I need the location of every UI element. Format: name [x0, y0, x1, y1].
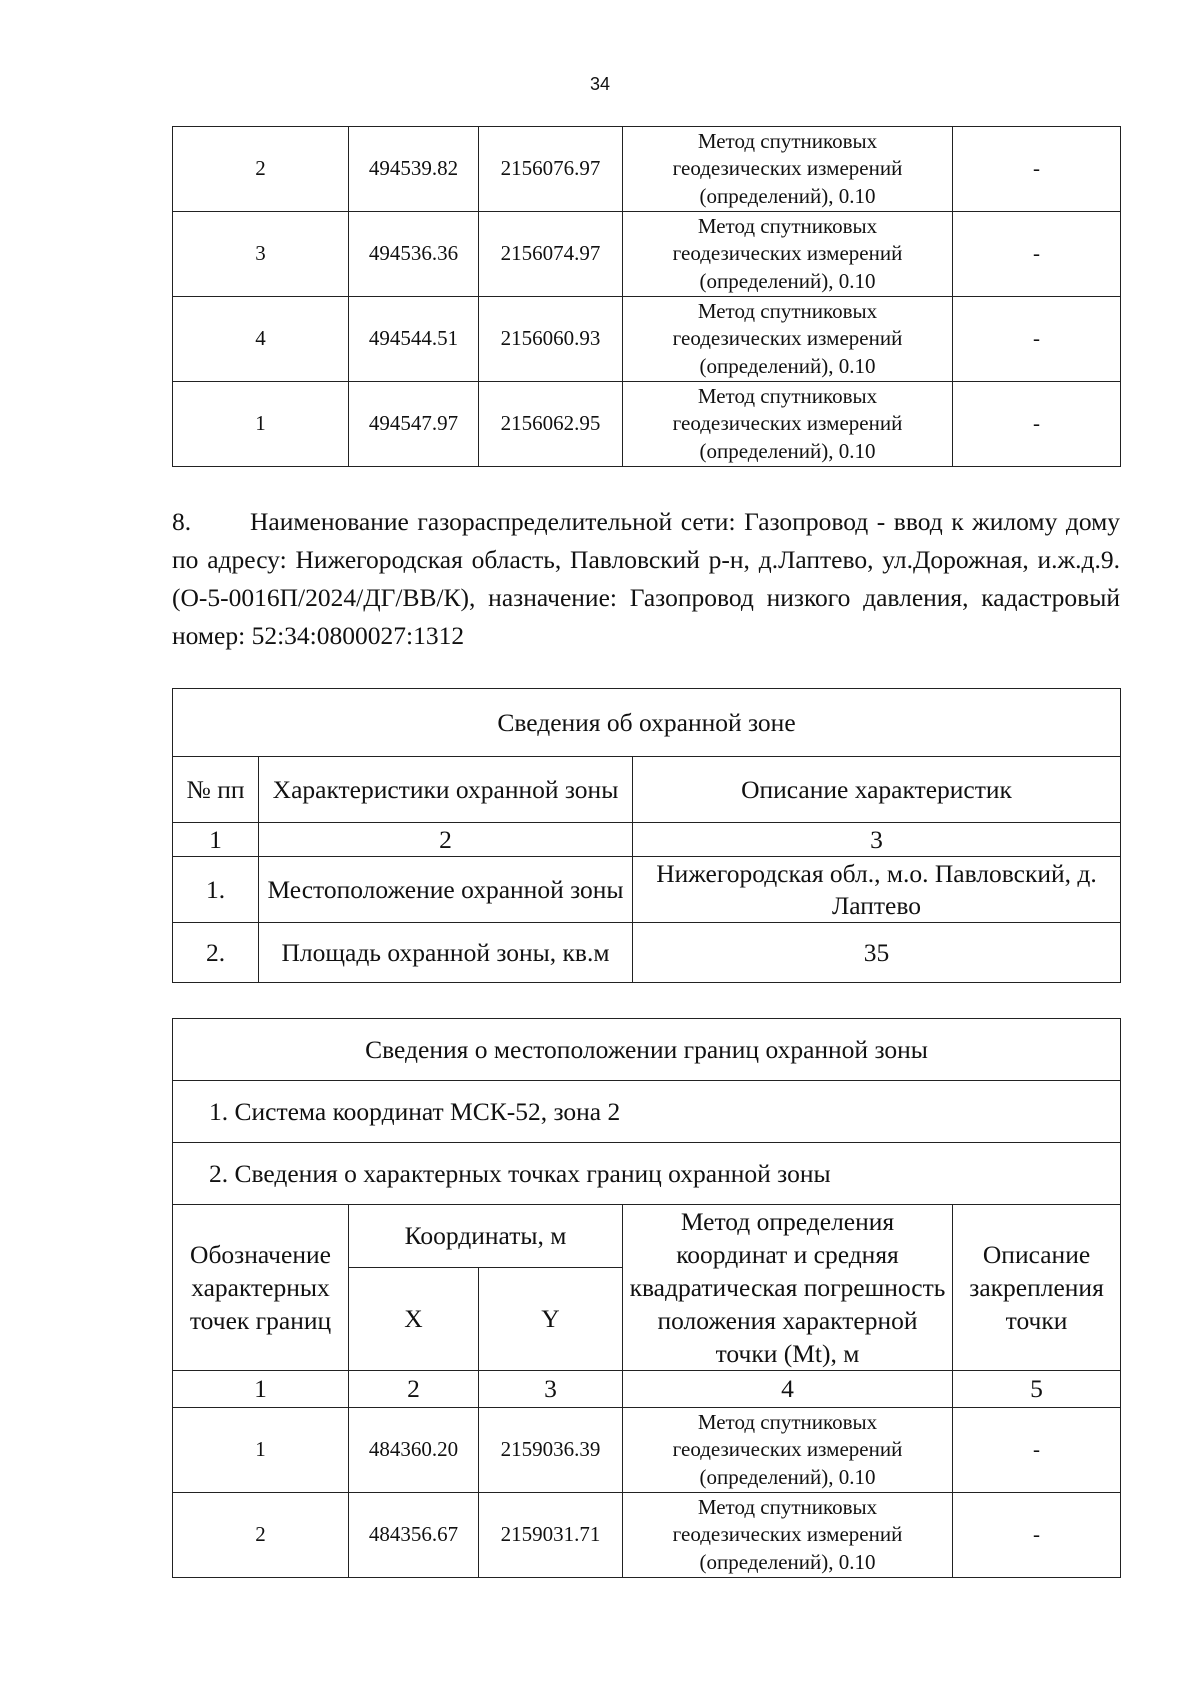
header-y: Y	[479, 1267, 623, 1370]
method-cell	[623, 297, 953, 382]
method-line: Метод спутниковых	[697, 1409, 878, 1434]
points-title: 2. Сведения о характерных точках границ охранной зоны	[173, 1143, 1121, 1205]
method-cell	[623, 1493, 953, 1578]
point-id: 2	[173, 1493, 349, 1578]
method-line: (определений), 0.10	[699, 183, 876, 208]
column-index: 2	[349, 1371, 479, 1408]
table-header-row	[173, 1205, 1121, 1268]
fixing-cell: -	[953, 1408, 1121, 1493]
method-line: (определений), 0.10	[699, 268, 876, 293]
points-title-row	[173, 1143, 1121, 1205]
method-line: геодезических измерений	[672, 326, 903, 351]
method-line: Метод спутниковых	[697, 1494, 878, 1519]
row-number: 1.	[173, 857, 259, 923]
section-text: Наименование газораспределительной сети: Газопровод - ввод к жилому дому по адресу: Нижегородская область, Павловский р-н, д.Лаптево, ул.Дорожная, и.ж.д.9. (О-5-0016П/2024/ДГ/ВВ/К), назначение: Газопровод низкого давления, кадастровый номер: 52:34:0800027:1312	[172, 507, 1120, 650]
header-coordinates: Координаты, м	[349, 1205, 623, 1268]
method-line: геодезических измерений	[672, 411, 903, 436]
column-index: 5	[953, 1371, 1121, 1408]
section-number: 8.	[172, 507, 192, 536]
fixing-cell: -	[953, 1493, 1121, 1578]
table-row	[173, 1408, 1121, 1493]
header-fixing: Описание закрепления точки	[953, 1205, 1121, 1371]
description: 35	[633, 923, 1121, 983]
coord-x: 484356.67	[349, 1493, 479, 1578]
points-table-continued	[172, 126, 1121, 467]
coord-y: 2156074.97	[479, 212, 623, 297]
table-title: Сведения о местоположении границ охранной зоны	[173, 1019, 1121, 1081]
method-line: геодезических измерений	[672, 241, 903, 266]
header-designation: Обозначение характерных точек границ	[173, 1205, 349, 1371]
table-row	[173, 212, 1121, 297]
method-line: Метод спутниковых	[697, 383, 878, 408]
coord-system: 1. Система координат МСК-52, зона 2	[173, 1081, 1121, 1143]
coord-y: 2159031.71	[479, 1493, 623, 1578]
fixing-cell: -	[953, 382, 1121, 467]
table-row	[173, 127, 1121, 212]
coord-x: 494544.51	[349, 297, 479, 382]
header-characteristic: Характеристики охранной зоны	[259, 757, 633, 823]
point-id: 2	[173, 127, 349, 212]
coord-x: 484360.20	[349, 1408, 479, 1493]
point-id: 1	[173, 1408, 349, 1493]
column-index: 4	[623, 1371, 953, 1408]
method-cell	[623, 1408, 953, 1493]
method-line: геодезических измерений	[672, 1522, 903, 1547]
method-line: (определений), 0.10	[699, 438, 876, 463]
column-index: 3	[633, 823, 1121, 857]
row-number: 2.	[173, 923, 259, 983]
column-index-row	[173, 1371, 1121, 1408]
characteristic: Местоположение охранной зоны	[259, 857, 633, 923]
header-x: X	[349, 1267, 479, 1370]
fixing-cell: -	[953, 212, 1121, 297]
coord-y: 2156076.97	[479, 127, 623, 212]
coord-y: 2156060.93	[479, 297, 623, 382]
method-line: Метод спутниковых	[697, 298, 878, 323]
characteristic: Площадь охранной зоны, кв.м	[259, 923, 633, 983]
method-line: геодезических измерений	[672, 1437, 903, 1462]
section-paragraph	[172, 503, 1120, 655]
method-cell	[623, 212, 953, 297]
fixing-cell: -	[953, 127, 1121, 212]
coord-y: 2159036.39	[479, 1408, 623, 1493]
table-title-row	[173, 689, 1121, 757]
zone-info-table	[172, 688, 1121, 983]
page-number: 34	[589, 74, 611, 94]
point-id: 1	[173, 382, 349, 467]
coord-y: 2156062.95	[479, 382, 623, 467]
column-index: 2	[259, 823, 633, 857]
header-description: Описание характеристик	[633, 757, 1121, 823]
method-cell	[623, 382, 953, 467]
description: Нижегородская обл., м.о. Павловский, д. Лаптево	[633, 857, 1121, 923]
table-row	[173, 382, 1121, 467]
point-id: 3	[173, 212, 349, 297]
column-index: 3	[479, 1371, 623, 1408]
header-method: Метод определения координат и средняя квадратическая погрешность положения характерной точки (Мt), м	[623, 1205, 953, 1371]
coord-x: 494536.36	[349, 212, 479, 297]
column-index: 1	[173, 823, 259, 857]
method-line: (определений), 0.10	[699, 1549, 876, 1574]
method-line: Метод спутниковых	[697, 213, 878, 238]
point-id: 4	[173, 297, 349, 382]
boundary-table	[172, 1018, 1121, 1578]
table-title: Сведения об охранной зоне	[173, 689, 1121, 757]
table-row	[173, 297, 1121, 382]
header-number: № пп	[173, 757, 259, 823]
method-line: (определений), 0.10	[699, 353, 876, 378]
table-title-row	[173, 1019, 1121, 1081]
fixing-cell: -	[953, 297, 1121, 382]
column-index-row	[173, 823, 1121, 857]
method-line: (определений), 0.10	[699, 1464, 876, 1489]
table-row	[173, 1493, 1121, 1578]
method-line: геодезических измерений	[672, 156, 903, 181]
column-index: 1	[173, 1371, 349, 1408]
method-line: Метод спутниковых	[697, 128, 878, 153]
coord-system-row	[173, 1081, 1121, 1143]
table-row	[173, 923, 1121, 983]
table-header-row	[173, 757, 1121, 823]
method-cell	[623, 127, 953, 212]
coord-x: 494547.97	[349, 382, 479, 467]
coord-x: 494539.82	[349, 127, 479, 212]
table-row	[173, 857, 1121, 923]
